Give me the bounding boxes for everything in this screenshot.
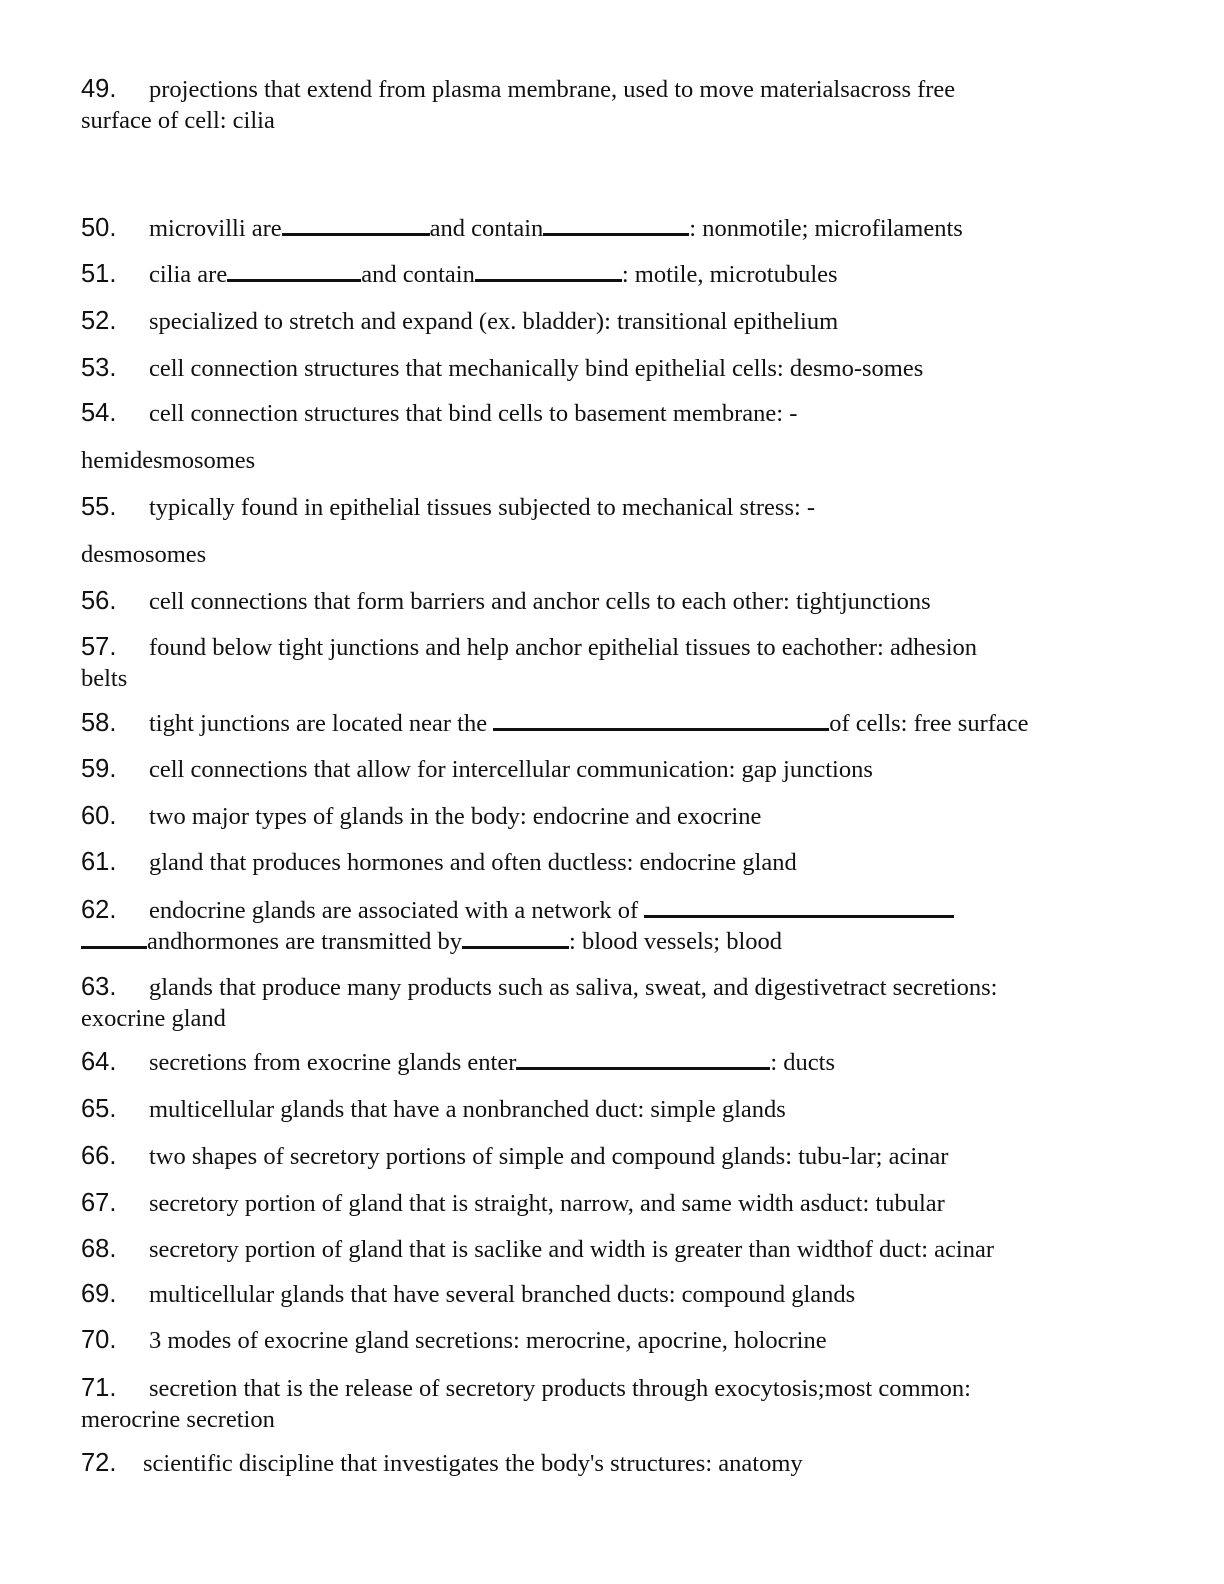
answer-text: : blood vessels; blood (569, 928, 783, 955)
question-text-continued: belts (81, 665, 128, 692)
question-65 (81, 1094, 1151, 1125)
question-71 (81, 1373, 1151, 1435)
question-54-continued (81, 445, 1151, 476)
question-number: 71. (81, 1374, 117, 1402)
question-50 (81, 213, 1151, 244)
question-number: 56. (81, 587, 117, 615)
question-text: found below tight junctions and help anchor epithelial tissues to eachother: adhesion (149, 634, 978, 661)
question-text: secretions from exocrine glands enter (149, 1049, 517, 1076)
question-number: 59. (81, 755, 117, 783)
question-number: 49. (81, 75, 117, 103)
question-number: 64. (81, 1048, 117, 1076)
question-text-continued: surface of cell: cilia (81, 107, 275, 134)
question-69 (81, 1279, 1151, 1310)
answer-text: hemidesmosomes (81, 447, 256, 474)
question-number: 50. (81, 214, 117, 242)
answer-text: of cells: free surface (829, 710, 1029, 737)
answer-blank (644, 896, 954, 918)
question-72 (81, 1448, 1151, 1479)
question-number: 66. (81, 1142, 117, 1170)
question-49 (81, 74, 1151, 136)
question-text: andhormones are transmitted by (147, 928, 463, 955)
question-text: tight junctions are located near the (149, 710, 488, 737)
answer-blank (81, 927, 147, 949)
question-number: 53. (81, 354, 117, 382)
question-text: secretory portion of gland that is saclike and width is greater than widthof duct: acinar (149, 1236, 994, 1263)
answer-blank (493, 709, 829, 731)
question-68 (81, 1234, 1151, 1265)
question-text: two major types of glands in the body: endocrine and exocrine (149, 803, 762, 830)
question-54 (81, 398, 1151, 429)
answer-blank (543, 214, 689, 236)
question-number: 68. (81, 1235, 117, 1263)
question-number: 61. (81, 848, 117, 876)
question-number: 67. (81, 1189, 117, 1217)
question-text: cell connection structures that bind cells to basement membrane: - (149, 400, 798, 427)
answer-text: desmosomes (81, 541, 207, 568)
question-text: gland that produces hormones and often ductless: endocrine gland (149, 849, 797, 876)
question-text: 3 modes of exocrine gland secretions: merocrine, apocrine, holocrine (149, 1327, 827, 1354)
question-70 (81, 1325, 1151, 1356)
answer-text: : motile, microtubules (621, 261, 838, 288)
question-number: 55. (81, 493, 117, 521)
question-text: multicellular glands that have several branched ducts: compound glands (149, 1281, 856, 1308)
question-text: cell connection structures that mechanically bind epithelial cells: desmo-somes (149, 355, 924, 382)
question-number: 63. (81, 973, 117, 1001)
question-text: typically found in epithelial tissues subjected to mechanical stress: - (149, 494, 816, 521)
question-53 (81, 353, 1151, 384)
question-text: cilia are (149, 261, 228, 288)
question-text: microvilli are (149, 215, 282, 242)
question-52 (81, 306, 1151, 337)
question-text-continued: exocrine gland (81, 1005, 226, 1032)
question-text: cell connections that allow for intercellular communication: gap junctions (149, 756, 873, 783)
question-61 (81, 847, 1151, 878)
question-text: secretion that is the release of secretory products through exocytosis;most common: (149, 1375, 971, 1402)
answer-blank (475, 260, 622, 282)
question-56 (81, 586, 1151, 617)
question-51 (81, 259, 1151, 290)
question-number: 62. (81, 896, 117, 924)
answer-blank (227, 260, 361, 282)
question-63 (81, 972, 1151, 1034)
answer-blank (462, 927, 569, 949)
question-number: 52. (81, 307, 117, 335)
question-text: and contain (429, 215, 544, 242)
question-67 (81, 1188, 1151, 1219)
question-62 (81, 895, 1151, 957)
question-number: 58. (81, 709, 117, 737)
question-text: cell connections that form barriers and anchor cells to each other: tightjunctions (149, 588, 931, 615)
question-text: and contain (361, 261, 475, 288)
question-text-continued: merocrine secretion (81, 1406, 275, 1433)
question-58 (81, 708, 1151, 739)
answer-blank (282, 214, 430, 236)
question-57 (81, 632, 1151, 694)
question-text: specialized to stretch and expand (ex. bladder): transitional epithelium (149, 308, 839, 335)
question-55 (81, 492, 1151, 523)
question-number: 57. (81, 633, 117, 661)
answer-text: : ducts (770, 1049, 836, 1076)
question-number: 60. (81, 802, 117, 830)
question-59 (81, 754, 1151, 785)
question-60 (81, 801, 1151, 832)
question-number: 72. (81, 1449, 117, 1477)
question-text: multicellular glands that have a nonbranched duct: simple glands (149, 1096, 786, 1123)
question-55-continued (81, 539, 1151, 570)
question-text: secretory portion of gland that is straight, narrow, and same width asduct: tubular (149, 1190, 945, 1217)
question-number: 70. (81, 1326, 117, 1354)
question-text: glands that produce many products such as saliva, sweat, and digestivetract secretions: (149, 974, 998, 1001)
question-text: endocrine glands are associated with a network of (149, 897, 639, 924)
question-64 (81, 1047, 1151, 1078)
answer-text: : nonmotile; microfilaments (689, 215, 963, 242)
question-number: 69. (81, 1280, 117, 1308)
question-number: 54. (81, 399, 117, 427)
answer-blank (516, 1048, 770, 1070)
question-number: 65. (81, 1095, 117, 1123)
question-66 (81, 1141, 1151, 1172)
question-text: two shapes of secretory portions of simple and compound glands: tubu-lar; acinar (149, 1143, 949, 1170)
question-text: projections that extend from plasma membrane, used to move materialsacross free (149, 76, 956, 103)
question-number: 51. (81, 260, 117, 288)
question-text: scientific discipline that investigates the body's structures: anatomy (143, 1450, 803, 1477)
